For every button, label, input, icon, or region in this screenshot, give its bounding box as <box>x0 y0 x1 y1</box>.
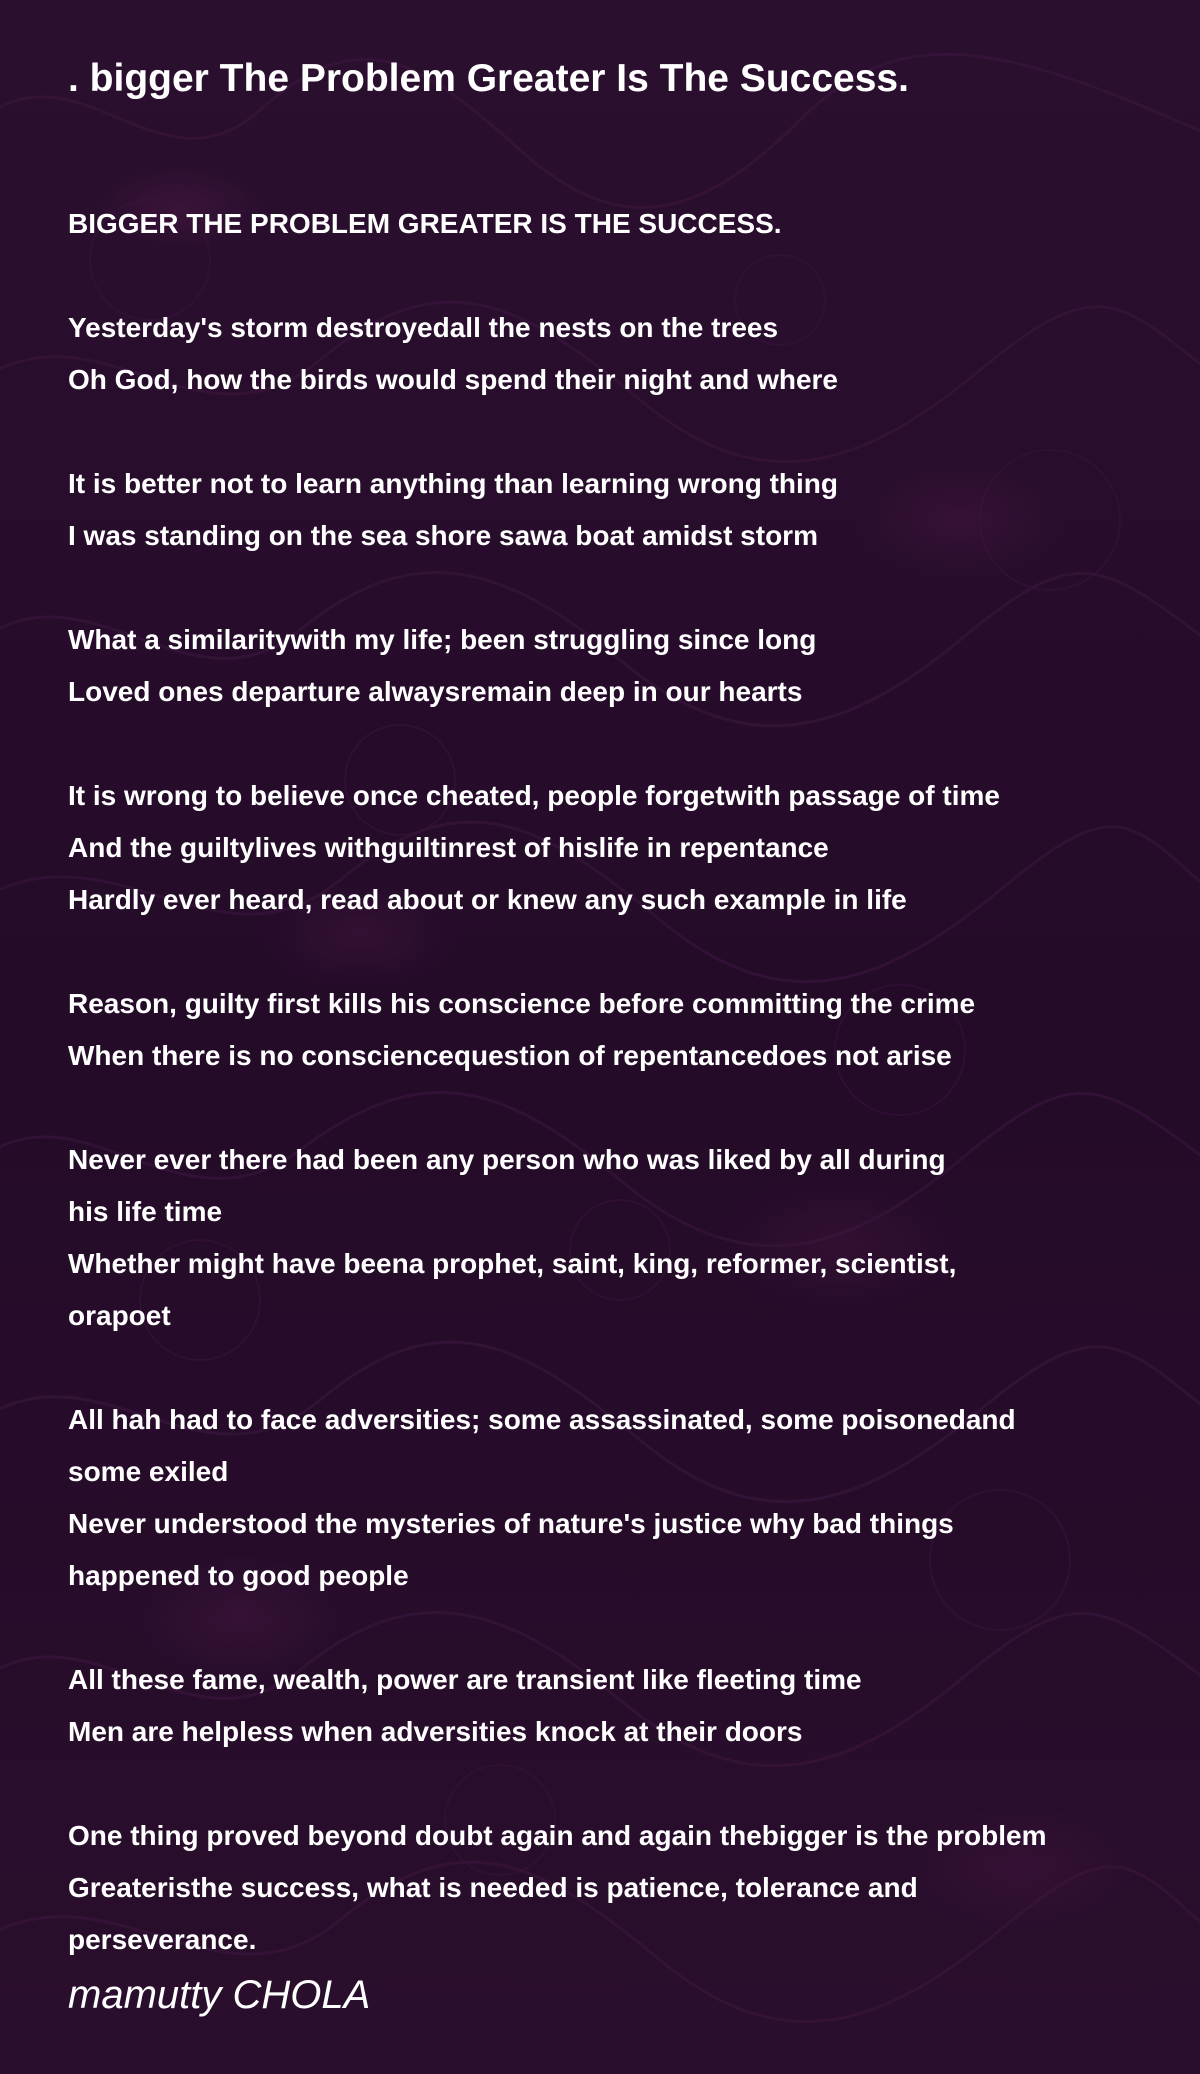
poem-line: some exiled <box>68 1456 229 1487</box>
stanza <box>68 614 1188 718</box>
poem-line: Reason, guilty first kills his conscience before committing the crime <box>68 988 976 1019</box>
poem-container <box>68 50 1188 2018</box>
poem-line: his life time <box>68 1196 223 1227</box>
poem-line: It is better not to learn anything than learning wrong thing <box>68 468 838 499</box>
poem-line: perseverance. <box>68 1924 257 1955</box>
poem-line: All these fame, wealth, power are transient like fleeting time <box>68 1664 862 1695</box>
poem-line: Men are helpless when adversities knock at their doors <box>68 1716 803 1747</box>
poem-heading: BIGGER THE PROBLEM GREATER IS THE SUCCESS. <box>68 208 782 239</box>
poem-line: orapoet <box>68 1300 171 1331</box>
poem-title: . bigger The Problem Greater Is The Success. <box>68 57 909 100</box>
poem-author: mamutty CHOLA <box>68 1973 371 2017</box>
poem-line: One thing proved beyond doubt again and again thebigger is the problem <box>68 1820 1047 1851</box>
poem-line: Greateristhe success, what is needed is patience, tolerance and <box>68 1872 918 1903</box>
stanza <box>68 1394 1188 1602</box>
poem-line: Oh God, how the birds would spend their night and where <box>68 364 838 395</box>
poem-body <box>68 198 1188 1966</box>
stanza <box>68 1134 1188 1342</box>
poem-line: What a similaritywith my life; been struggling since long <box>68 624 817 655</box>
poem-line: All hah had to face adversities; some assassinated, some poisonedand <box>68 1404 1016 1435</box>
stanza <box>68 302 1188 406</box>
poem-line: Loved ones departure alwaysremain deep in our hearts <box>68 676 803 707</box>
poem-line: I was standing on the sea shore sawa boat amidst storm <box>68 520 818 551</box>
stanza <box>68 770 1188 926</box>
poem-line: It is wrong to believe once cheated, people forgetwith passage of time <box>68 780 1000 811</box>
poem-line: Never ever there had been any person who was liked by all during <box>68 1144 946 1175</box>
stanza <box>68 1810 1188 1966</box>
poem-line: When there is no consciencequestion of repentancedoes not arise <box>68 1040 952 1071</box>
poem-line: Yesterday's storm destroyedall the nests on the trees <box>68 312 779 343</box>
stanza <box>68 458 1188 562</box>
poem-line: Hardly ever heard, read about or knew any such example in life <box>68 884 907 915</box>
poem-line: And the guiltylives withguiltinrest of hislife in repentance <box>68 832 829 863</box>
stanza <box>68 978 1188 1082</box>
poem-line: happened to good people <box>68 1560 409 1591</box>
poem-line: Never understood the mysteries of nature's justice why bad things <box>68 1508 954 1539</box>
stanza <box>68 1654 1188 1758</box>
poem-line: Whether might have beena prophet, saint, king, reformer, scientist, <box>68 1248 957 1279</box>
